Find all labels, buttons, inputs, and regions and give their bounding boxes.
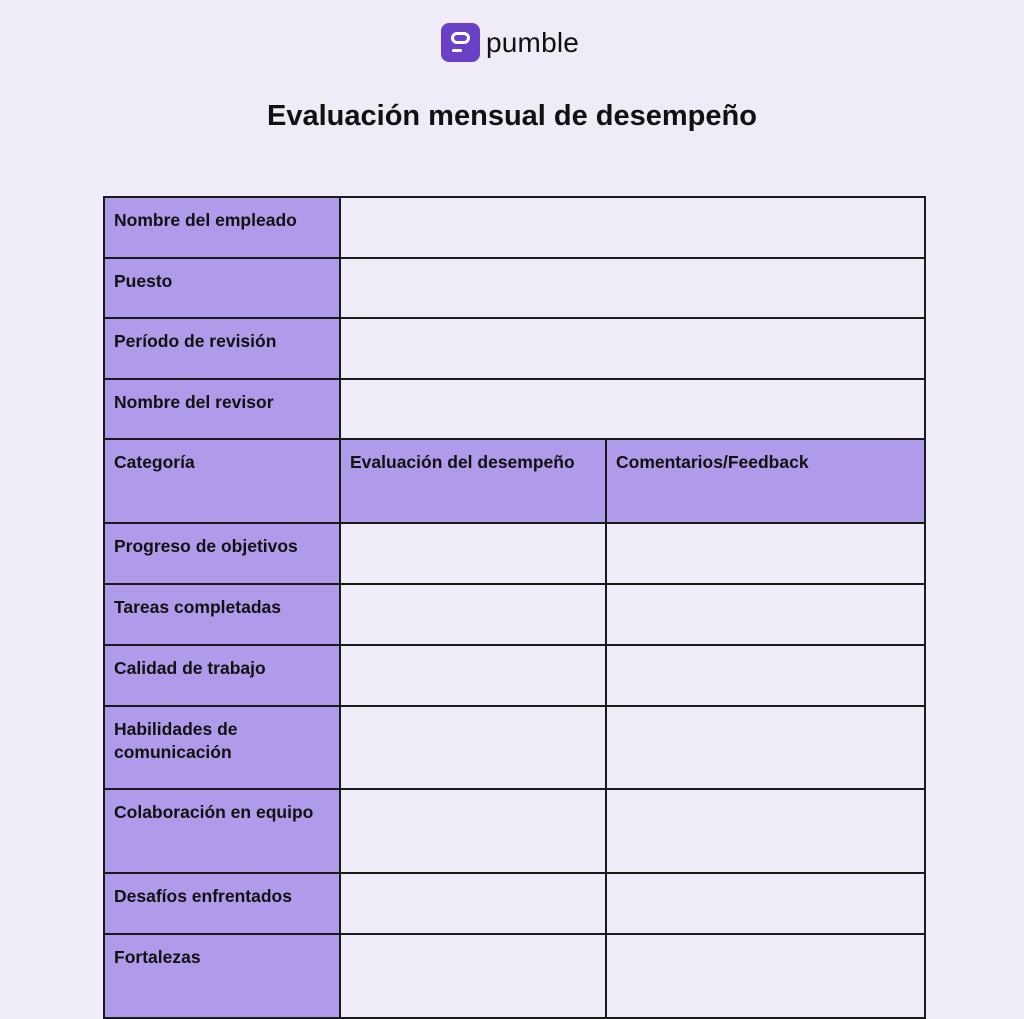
feedback-cell[interactable] — [606, 873, 925, 934]
evaluation-cell[interactable] — [340, 789, 606, 873]
info-row — [104, 379, 925, 439]
evaluation-cell[interactable] — [340, 523, 606, 584]
employee-name-field[interactable] — [340, 197, 925, 258]
table-row — [104, 873, 925, 934]
pumble-logo-icon — [441, 23, 480, 62]
table-row — [104, 789, 925, 873]
info-label: Nombre del revisor — [104, 379, 340, 439]
evaluation-cell[interactable] — [340, 645, 606, 706]
evaluation-table — [103, 196, 926, 1019]
table-row — [104, 523, 925, 584]
category-label: Habilidades de comunicación — [104, 706, 340, 789]
brand-logo — [441, 23, 579, 62]
feedback-cell[interactable] — [606, 789, 925, 873]
brand-name: pumble — [486, 26, 580, 58]
feedback-cell[interactable] — [606, 934, 925, 1018]
header-evaluation: Evaluación del desempeño — [340, 439, 606, 523]
category-label: Desafíos enfrentados — [104, 873, 340, 934]
info-label: Puesto — [104, 258, 340, 318]
info-row — [104, 197, 925, 258]
evaluation-cell[interactable] — [340, 873, 606, 934]
table-row — [104, 645, 925, 706]
feedback-cell[interactable] — [606, 706, 925, 789]
category-label: Colaboración en equipo — [104, 789, 340, 873]
table-row — [104, 934, 925, 1018]
reviewer-name-field[interactable] — [340, 379, 925, 439]
position-field[interactable] — [340, 258, 925, 318]
review-period-field[interactable] — [340, 318, 925, 379]
category-label: Fortalezas — [104, 934, 340, 1018]
info-label: Período de revisión — [104, 318, 340, 379]
feedback-cell[interactable] — [606, 645, 925, 706]
header-category: Categoría — [104, 439, 340, 523]
evaluation-cell[interactable] — [340, 584, 606, 645]
page-title: Evaluación mensual de desempeño — [267, 100, 757, 132]
feedback-cell[interactable] — [606, 584, 925, 645]
info-row — [104, 318, 925, 379]
category-label: Calidad de trabajo — [104, 645, 340, 706]
table-row — [104, 706, 925, 789]
info-label: Nombre del empleado — [104, 197, 340, 258]
evaluation-cell[interactable] — [340, 706, 606, 789]
feedback-cell[interactable] — [606, 523, 925, 584]
table-header-row — [104, 439, 925, 523]
category-label: Progreso de objetivos — [104, 523, 340, 584]
table-row — [104, 584, 925, 645]
info-row — [104, 258, 925, 318]
evaluation-cell[interactable] — [340, 934, 606, 1018]
category-label: Tareas completadas — [104, 584, 340, 645]
header-feedback: Comentarios/Feedback — [606, 439, 925, 523]
